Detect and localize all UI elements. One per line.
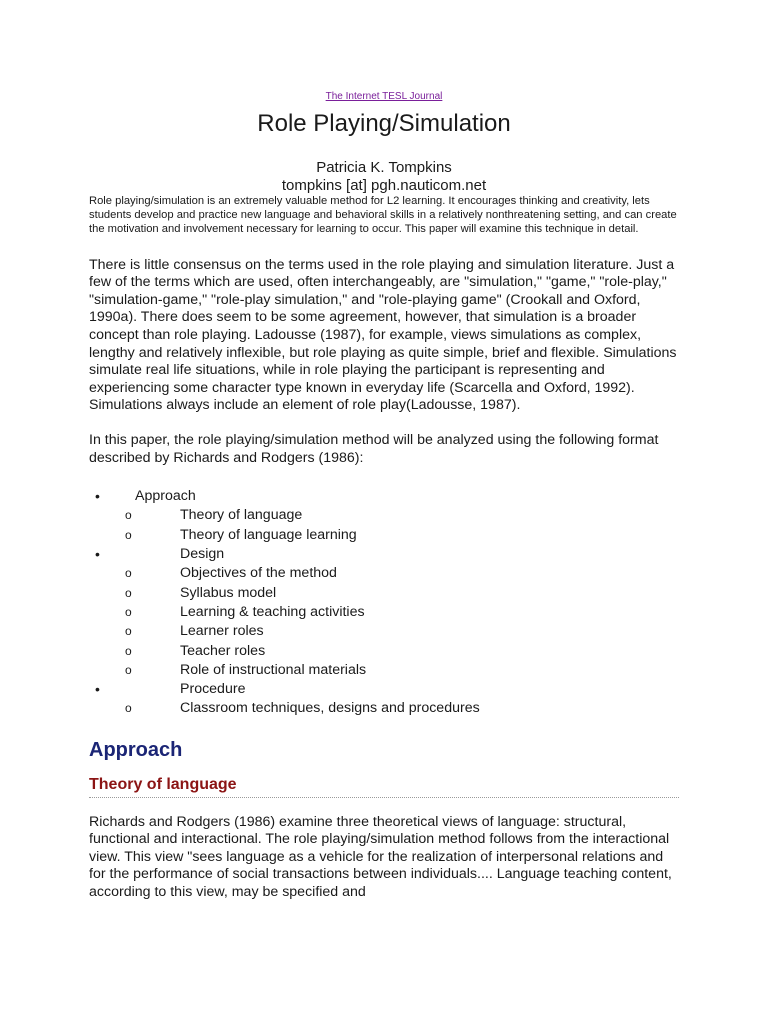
outline-item — [89, 584, 679, 603]
outline-item — [89, 526, 679, 545]
outline-item-label: Approach — [135, 488, 196, 505]
circle-bullet-icon: o — [125, 624, 132, 639]
outline-item-label: Design — [180, 546, 225, 563]
outline-item-label: Learner roles — [180, 623, 264, 640]
outline-item — [89, 564, 679, 583]
abstract: Role playing/simulation is an extremely valuable method for L2 learning. It encourages thinking and creativity, lets students develop and practice new language and behavioral skills in a relatively nonthreatening setting, and can create the motivation and involvement necessary for learning to occur. This paper will examine this technique in detail. — [89, 195, 677, 236]
outline-list — [89, 487, 679, 719]
outline-item — [89, 487, 679, 506]
outline-item — [89, 603, 679, 622]
bullet-icon: • — [95, 546, 100, 563]
circle-bullet-icon: o — [125, 585, 132, 600]
circle-bullet-icon: o — [125, 508, 132, 523]
paragraph-format: In this paper, the role playing/simulation method will be analyzed using the following format described by Richards and Rodgers (1986): — [89, 431, 659, 466]
outline-item — [89, 642, 679, 661]
circle-bullet-icon: o — [125, 566, 132, 581]
circle-bullet-icon: o — [125, 527, 132, 542]
author-email: tompkins [at] pgh.nauticom.net — [281, 177, 487, 194]
outline-item — [89, 661, 679, 680]
outline-item-label: Procedure — [180, 681, 246, 698]
heading-approach: Approach — [89, 738, 183, 761]
heading-theory-of-language: Theory of language — [89, 775, 679, 798]
outline-item-label: Syllabus model — [180, 584, 277, 601]
paragraph-intro: There is little consensus on the terms used in the role playing and simulation literature. Just a few of the terms which are used, often interchangeably, are "simulation," "game," "role-play," "simulation-game," "role-play simulation," and "role-playing game" (Crookall and Oxford, 1990a). There does seem to be some agreement, however, that simulation is a broader concept than role playing. Ladousse (1987), for example, views simulations as complex, lengthy and relatively inflexible, but role playing as quite simple, brief and flexible. Simulations simulate real life situations, while in role playing the participant is representing and experiencing some character type known in everyday life (Scarcella and Oxford, 1992). Simulations always include an element of role play(Ladousse, 1987). — [89, 256, 677, 414]
outline-item — [89, 506, 679, 525]
outline-item-label: Classroom techniques, designs and procedures — [180, 700, 480, 717]
article-title: Role Playing/Simulation — [257, 110, 511, 137]
bullet-icon: • — [95, 681, 100, 698]
outline-item-label: Teacher roles — [180, 642, 266, 659]
outline-item-label: Theory of language — [180, 507, 303, 524]
outline-item-label: Role of instructional materials — [180, 661, 367, 678]
journal-link[interactable]: The Internet TESL Journal — [325, 91, 443, 102]
outline-item-label: Objectives of the method — [180, 565, 337, 582]
outline-item-label: Theory of language learning — [180, 526, 357, 543]
circle-bullet-icon: o — [125, 604, 132, 619]
author-name: Patricia K. Tompkins — [316, 159, 452, 176]
article-page — [89, 90, 679, 902]
outline-item-label: Learning & teaching activities — [180, 603, 365, 620]
outline-item — [89, 680, 679, 699]
circle-bullet-icon: o — [125, 662, 132, 677]
bullet-icon: • — [95, 488, 100, 505]
circle-bullet-icon: o — [125, 701, 132, 716]
circle-bullet-icon: o — [125, 643, 132, 658]
outline-item — [89, 699, 679, 718]
paragraph-theory: Richards and Rodgers (1986) examine three theoretical views of language: structural, functional and interactional. The role playing/simulation method follows from the interactional view. This view "sees language as a vehicle for the realization of interpersonal relations and for the performance of social transactions between individuals.... Language teaching content, according to this view, may be specified and — [89, 813, 672, 901]
outline-item — [89, 545, 679, 564]
outline-item — [89, 622, 679, 641]
